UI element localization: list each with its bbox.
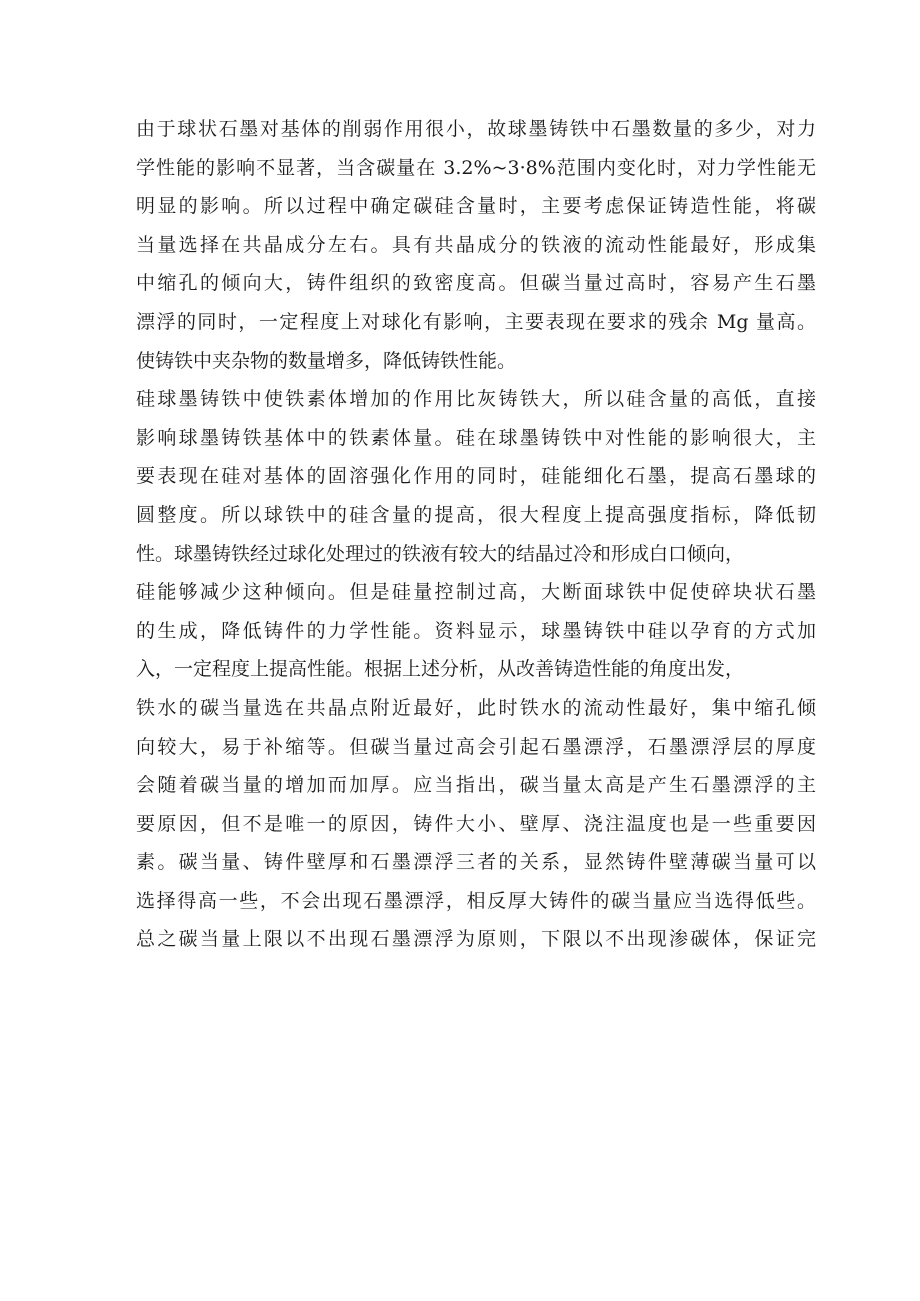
- text-line: 明显的影响。所以过程中确定碳硅含量时，主要考虑保证铸造性能，将碳: [136, 195, 816, 218]
- text-line: 会随着碳当量的增加而加厚。应当指出，碳当量太高是产生石墨漂浮的主: [136, 774, 816, 797]
- text-line: 向较大，易于补缩等。但碳当量过高会引起石墨漂浮，石墨漂浮层的厚度: [136, 735, 816, 758]
- text-line: 要表现在硅对基体的固溶强化作用的同时，硅能细化石墨，提高石墨球的: [136, 465, 816, 488]
- text-line: 素。碳当量、铸件壁厚和石墨漂浮三者的关系，显然铸件壁薄碳当量可以: [136, 851, 816, 874]
- text-line: 的生成，降低铸件的力学性能。资料显示，球墨铸铁中硅以孕育的方式加: [136, 619, 816, 642]
- text-line: 硅球墨铸铁中使铁素体增加的作用比灰铸铁大，所以硅含量的高低，直接: [136, 388, 816, 411]
- text-line: 入，一定程度上提高性能。根据上述分析，从改善铸造性能的角度出发，: [136, 658, 745, 681]
- text-line: 硅能够减少这种倾向。但是硅量控制过高，大断面球铁中促使碎块状石墨: [136, 581, 816, 604]
- text-line: 当量选择在共晶成分左右。具有共晶成分的铁液的流动性能最好，形成集: [136, 233, 816, 256]
- text-line: 圆整度。所以球铁中的硅含量的提高，很大程度上提高强度指标，降低韧: [136, 503, 816, 526]
- body-text: [136, 110, 816, 959]
- text-line: 总之碳当量上限以不出现石墨漂浮为原则，下限以不出现渗碳体，保证完: [136, 928, 816, 951]
- text-line: 使铸铁中夹杂物的数量增多，降低铸铁性能。: [136, 349, 517, 372]
- text-line: 中缩孔的倾向大，铸件组织的致密度高。但碳当量过高时，容易产生石墨: [136, 272, 816, 295]
- text-line: 学性能的影响不显著，当含碳量在 3.2%~3·8%范围内变化时，对力学性能无: [136, 156, 816, 179]
- text-line: 选择得高一些，不会出现石墨漂浮，相反厚大铸件的碳当量应当选得低些。: [136, 889, 816, 912]
- text-line: 性。球墨铸铁经过球化处理过的铁液有较大的结晶过冷和形成白口倾向，: [136, 542, 745, 565]
- text-line: 影响球墨铸铁基体中的铁素体量。硅在球墨铸铁中对性能的影响很大，主: [136, 426, 816, 449]
- text-line: 铁水的碳当量选在共晶点附近最好，此时铁水的流动性最好，集中缩孔倾: [136, 696, 816, 719]
- text-line: 由于球状石墨对基体的削弱作用很小，故球墨铸铁中石墨数量的多少，对力: [136, 118, 816, 140]
- text-line: 要原因，但不是唯一的原因，铸件大小、壁厚、浇注温度也是一些重要因: [136, 812, 816, 835]
- text-line: 漂浮的同时，一定程度上对球化有影响，主要表现在要求的残余 Mg 量高。: [136, 310, 816, 333]
